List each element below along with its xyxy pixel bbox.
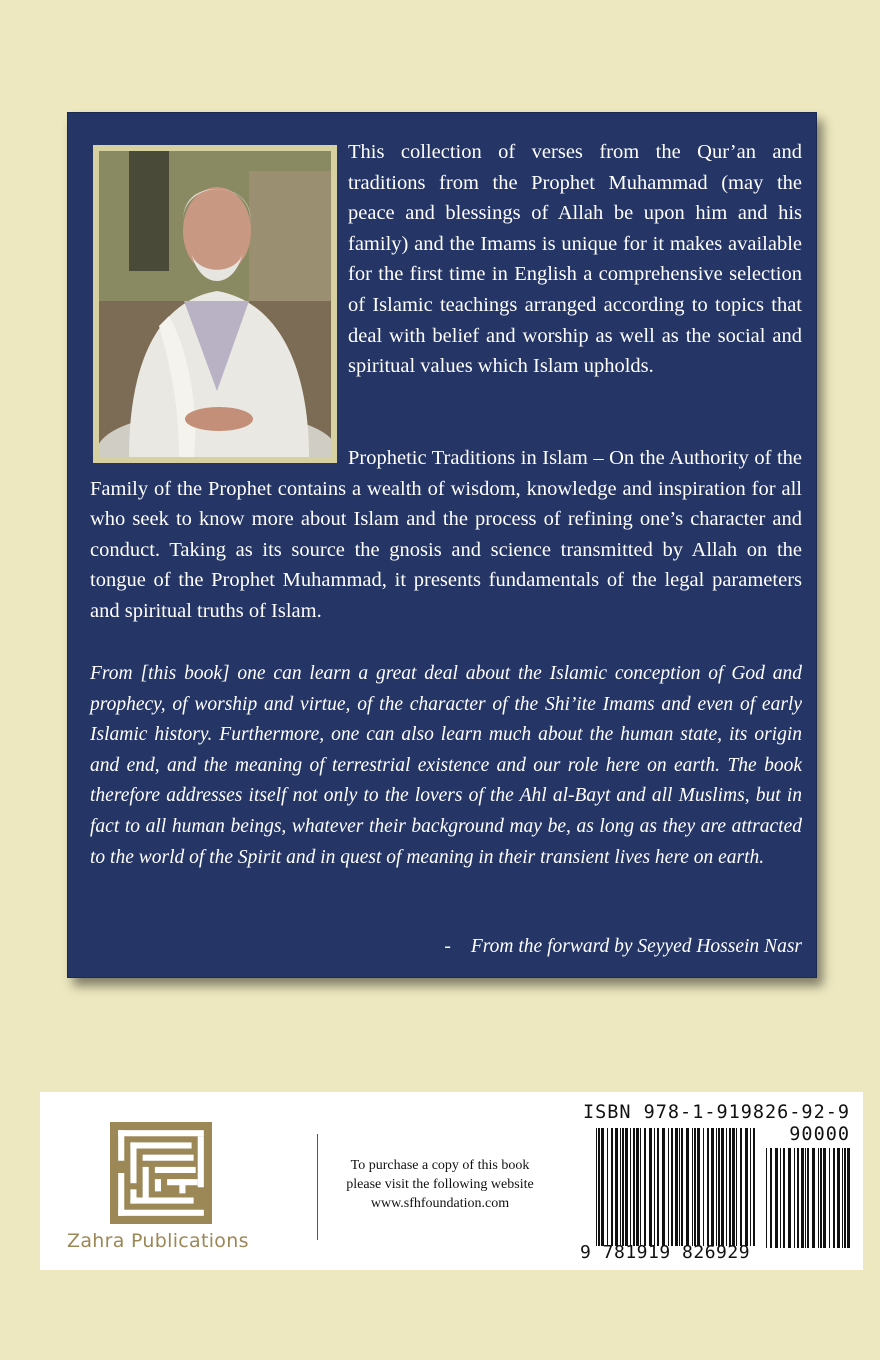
barcode-bar xyxy=(711,1128,714,1246)
barcode-bar xyxy=(620,1128,621,1246)
barcode-bar xyxy=(662,1128,665,1246)
barcode-bar xyxy=(644,1128,646,1246)
barcode-bar xyxy=(598,1128,600,1246)
barcode-bar xyxy=(766,1148,767,1248)
author-photo-image xyxy=(99,151,331,457)
barcode-bar xyxy=(654,1128,655,1246)
barcode-bar xyxy=(820,1148,822,1248)
barcode-bar xyxy=(726,1128,727,1246)
barcode-bar xyxy=(794,1148,795,1248)
barcode-bar xyxy=(770,1148,772,1248)
barcode-bar xyxy=(736,1128,737,1246)
ean-digits: 9 781919 826929 xyxy=(580,1242,751,1263)
barcode-bar xyxy=(788,1148,791,1248)
barcode-bar xyxy=(686,1128,689,1246)
barcode-bar xyxy=(801,1148,804,1248)
barcode-bar xyxy=(775,1148,778,1248)
barcode-bar xyxy=(633,1128,635,1246)
publisher-name: Zahra Publications xyxy=(67,1230,249,1252)
price-code-text: 90000 xyxy=(789,1124,850,1145)
purchase-line-1: To purchase a copy of this book xyxy=(350,1158,530,1173)
barcode-bar xyxy=(668,1128,669,1246)
kufic-calligraphy-icon xyxy=(110,1122,212,1224)
barcode-bar xyxy=(833,1148,835,1248)
barcode-bar xyxy=(718,1128,720,1246)
barcode-bar xyxy=(615,1128,618,1246)
barcode-bar xyxy=(649,1128,652,1246)
barcode-bar xyxy=(829,1148,830,1248)
footer-strip xyxy=(40,1092,863,1270)
barcode-bar xyxy=(679,1128,680,1246)
barcode-bar xyxy=(640,1128,641,1246)
barcode-bar xyxy=(842,1148,843,1248)
barcode-bar xyxy=(753,1128,755,1246)
barcode-bar xyxy=(745,1128,748,1246)
barcode-bar xyxy=(818,1148,819,1248)
description-paragraph-2: Prophetic Traditions in Islam – On the Authority of the Family of the Prophet contains a wealth of wisdom, knowledge and inspiration for all who seek to know more about Islam and the process of refining one’s character and conduct. Taking as its source the gnosis and science transmitted by Allah on the tongue of the Prophet Muhammad, it presents fundamentals of the legal parameters and spiritual truths of Islam. xyxy=(90,447,802,622)
attribution-text: From the forward by Seyyed Hossein Nasr xyxy=(470,936,802,957)
barcode-bar xyxy=(601,1128,604,1246)
barcode-bar xyxy=(657,1128,659,1246)
barcode-bar xyxy=(611,1128,613,1246)
barcode-bar xyxy=(837,1148,840,1248)
barcode-bar xyxy=(729,1128,731,1246)
barcode-bar xyxy=(636,1128,639,1246)
author-photo xyxy=(93,145,337,463)
barcode-bar xyxy=(823,1148,826,1248)
barcode-bar xyxy=(750,1128,751,1246)
attribution-dash: - xyxy=(444,936,451,957)
barcode-bar xyxy=(703,1128,704,1246)
price-barcode xyxy=(766,1148,850,1252)
footer-divider xyxy=(317,1134,318,1240)
purchase-info xyxy=(320,1156,560,1213)
barcode-bar xyxy=(805,1148,806,1248)
barcode-bar xyxy=(694,1128,696,1246)
barcode-bar xyxy=(596,1128,597,1246)
purchase-website: www.sfhfoundation.com xyxy=(370,1196,510,1211)
back-cover-panel xyxy=(67,112,817,978)
barcode-bar xyxy=(847,1148,850,1248)
foreword-quote: From [this book] one can learn a great deal about the Islamic conception of God and prophecy, of worship and virtue, of the character of the Shi’ite Imams and even of early Islamic history. Furthermore, one can also learn much about the human state, its origin and end, and the meaning of terrestrial existence and our role here on earth. The book therefore addresses itself not only to the lovers of the Ahl al-Bayt and all Muslims, but in fact to all human beings, whatever their background may be, as long as they are attracted to the world of the Spirit and in quest of meaning in their transient lives here on earth. xyxy=(90,663,802,868)
barcode-bar xyxy=(707,1128,709,1246)
description-paragraph-1: This collection of verses from the Qur’an and traditions from the Prophet Muhammad (may the peace and blessings of Allah be upon him and his family) and the Imams is unique for it makes available for the first time in English a comprehensive selection of Islamic teachings arranged according to topics that deal with belief and worship as well as the social and spiritual values which Islam upholds. xyxy=(348,141,802,378)
purchase-line-2: please visit the following website xyxy=(346,1177,534,1192)
isbn-text: ISBN 978-1-919826-92-9 xyxy=(582,1102,850,1123)
foreword-attribution xyxy=(444,936,802,958)
barcode-bar xyxy=(675,1128,678,1246)
barcode-bar xyxy=(681,1128,683,1246)
barcode-bar xyxy=(697,1128,700,1246)
barcode xyxy=(580,1102,850,1264)
barcode-bar xyxy=(692,1128,693,1246)
barcode-bar xyxy=(807,1148,809,1248)
barcode-bar xyxy=(812,1148,815,1248)
barcode-bar xyxy=(783,1148,785,1248)
barcode-bar xyxy=(721,1128,724,1246)
barcode-bar xyxy=(630,1128,631,1246)
barcode-bar xyxy=(797,1148,799,1248)
publisher-logo-icon xyxy=(110,1122,212,1224)
barcode-bar xyxy=(716,1128,717,1246)
barcode-bar xyxy=(844,1148,846,1248)
barcode-bar xyxy=(780,1148,781,1248)
barcode-bar xyxy=(607,1128,608,1246)
barcode-bar xyxy=(671,1128,673,1246)
barcode-bar xyxy=(625,1128,628,1246)
barcode-bar xyxy=(622,1128,624,1246)
ean-barcode xyxy=(596,1128,756,1252)
barcode-bar xyxy=(740,1128,742,1246)
barcode-bar xyxy=(732,1128,735,1246)
